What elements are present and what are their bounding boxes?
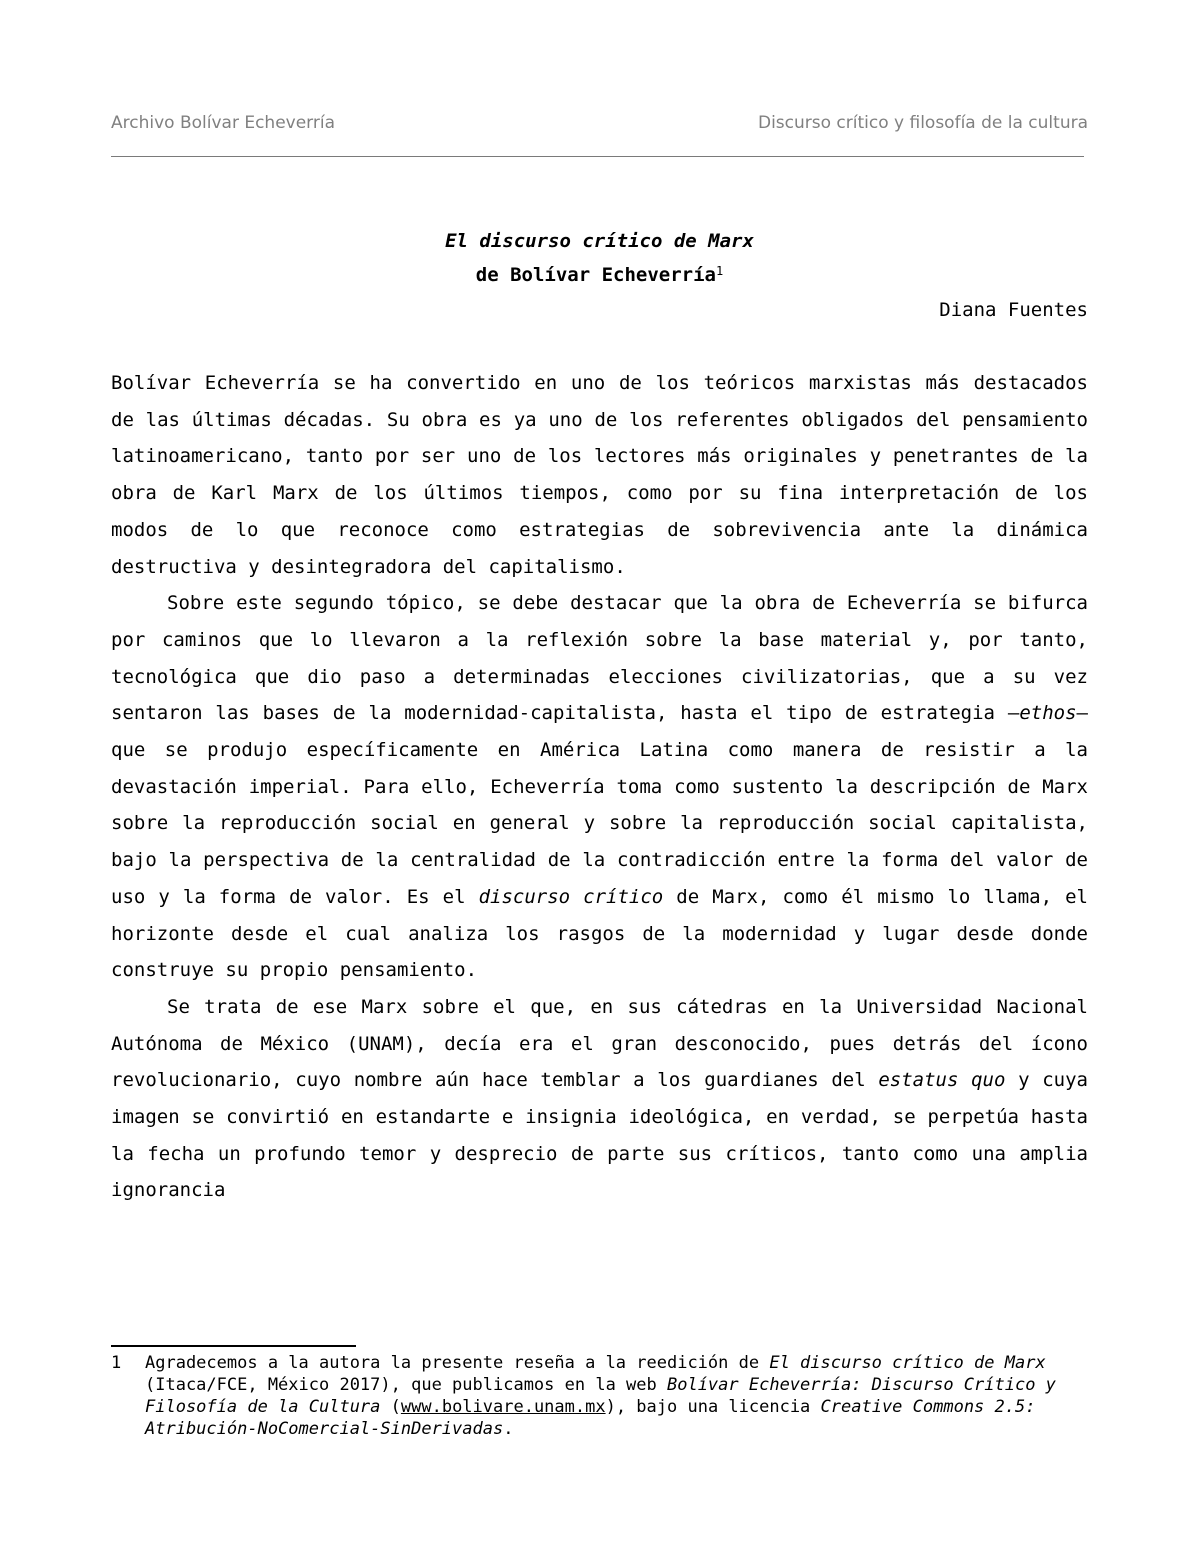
- footnote-part-c: (Itaca/FCE, México 2017), que publicamos en la web: [145, 1375, 667, 1395]
- footnote-1: [111, 1352, 1088, 1440]
- paragraph-1: Bolívar Echeverría se ha convertido en uno de los teóricos marxistas más destacados de las últimas décadas. Su obra es ya uno de los referentes obligados del pensamiento latinoamericano, tanto por ser uno de los lectores más originales y penetrantes de la obra de Karl Marx de los últimos tiempos, como por su fina interpretación de los modos de lo que reconoce como estrategias de sobrevivencia ante la dinámica destructiva y desintegradora del capitalismo.: [111, 372, 1088, 578]
- paragraph-3-estatus-quo: estatus quo: [878, 1069, 1006, 1092]
- footnote-part-a: Agradecemos a la autora la presente reseña a la reedición de: [145, 1353, 770, 1373]
- header-divider: [111, 156, 1084, 157]
- title-line-2: [111, 258, 1088, 292]
- header-section-title: Discurso crítico y filosofía de la cultura: [757, 113, 1088, 133]
- footnote-website-title: Bolívar Echeverría: Discurso Crítico y Filosofía de la Cultura: [145, 1375, 1056, 1417]
- paragraph-2: [111, 585, 1088, 989]
- author-name: Diana Fuentes: [939, 299, 1088, 321]
- footnote-part-f: ), bajo una licencia: [605, 1397, 821, 1417]
- paragraph-2-ethos: ethos: [1019, 702, 1077, 725]
- paragraph-2-part-e: de Marx, como él mismo lo llama, el horizonte desde el cual analiza los rasgos de la modernidad y lugar desde donde construye su propio pensamiento.: [111, 885, 1089, 982]
- footnote-part-e: (: [380, 1397, 401, 1417]
- footnote-number: 1: [111, 1353, 122, 1373]
- document-body: [111, 365, 1088, 1209]
- footnote-part-h: .: [503, 1419, 514, 1439]
- paragraph-2-part-a: Sobre este segundo tópico, se debe destacar que la obra de Echeverría se bifurca por caminos que lo llevaron a la reflexión sobre la base material y, por tanto, tecnológica que dio paso a determinadas elecciones civilizatorias, que a su vez sentaron las bases de la modernidad-capitalista, hasta el tipo de estrategia –: [111, 592, 1088, 725]
- paragraph-3-part-c: y cuya imagen se convirtió en estandarte e insignia ideológica, en verdad, se perpetúa hasta la fecha un profundo temor y desprecio de parte sus críticos, tanto como una amplia ignorancia: [111, 1069, 1088, 1202]
- header-archive-name: Archivo Bolívar Echeverría: [111, 113, 335, 133]
- running-header: [111, 113, 1088, 137]
- paragraph-2-discurso-critico: discurso crítico: [478, 885, 664, 908]
- paragraph-3-part-a: Se trata de ese Marx sobre el que, en sus cátedras en la Universidad Nacional Autónoma de México (UNAM), decía era el gran desconocido, pues detrás del ícono revolucionario, cuyo nombre aún hace temblar a los guardianes del: [111, 995, 1088, 1092]
- document-title: [111, 224, 1088, 292]
- footnote-license: Creative Commons 2.5: Atribución-NoComercial-SinDerivadas: [145, 1397, 1036, 1439]
- paragraph-3: [111, 989, 1088, 1209]
- footnote-website-link[interactable]: www.bolivare.unam.mx: [400, 1397, 606, 1417]
- title-line-2-text: de Bolívar Echeverría: [475, 264, 716, 286]
- title-footnote-ref[interactable]: 1: [715, 264, 724, 278]
- footnote-book-title: El discurso crítico de Marx: [769, 1353, 1046, 1373]
- paragraph-2-part-c: – que se produjo específicamente en América Latina como manera de resistir a la devastación imperial. Para ello, Echeverría toma como sustento la descripción de Marx sobre la reproducción social en general y sobre la reproducción social capitalista, bajo la perspectiva de la centralidad de la contradicción entre la forma del valor de uso y la forma de valor. Es el: [111, 702, 1088, 908]
- title-line-1: El discurso crítico de Marx: [445, 230, 754, 252]
- footnote-separator: [111, 1345, 356, 1347]
- footnote-text: [145, 1352, 1088, 1440]
